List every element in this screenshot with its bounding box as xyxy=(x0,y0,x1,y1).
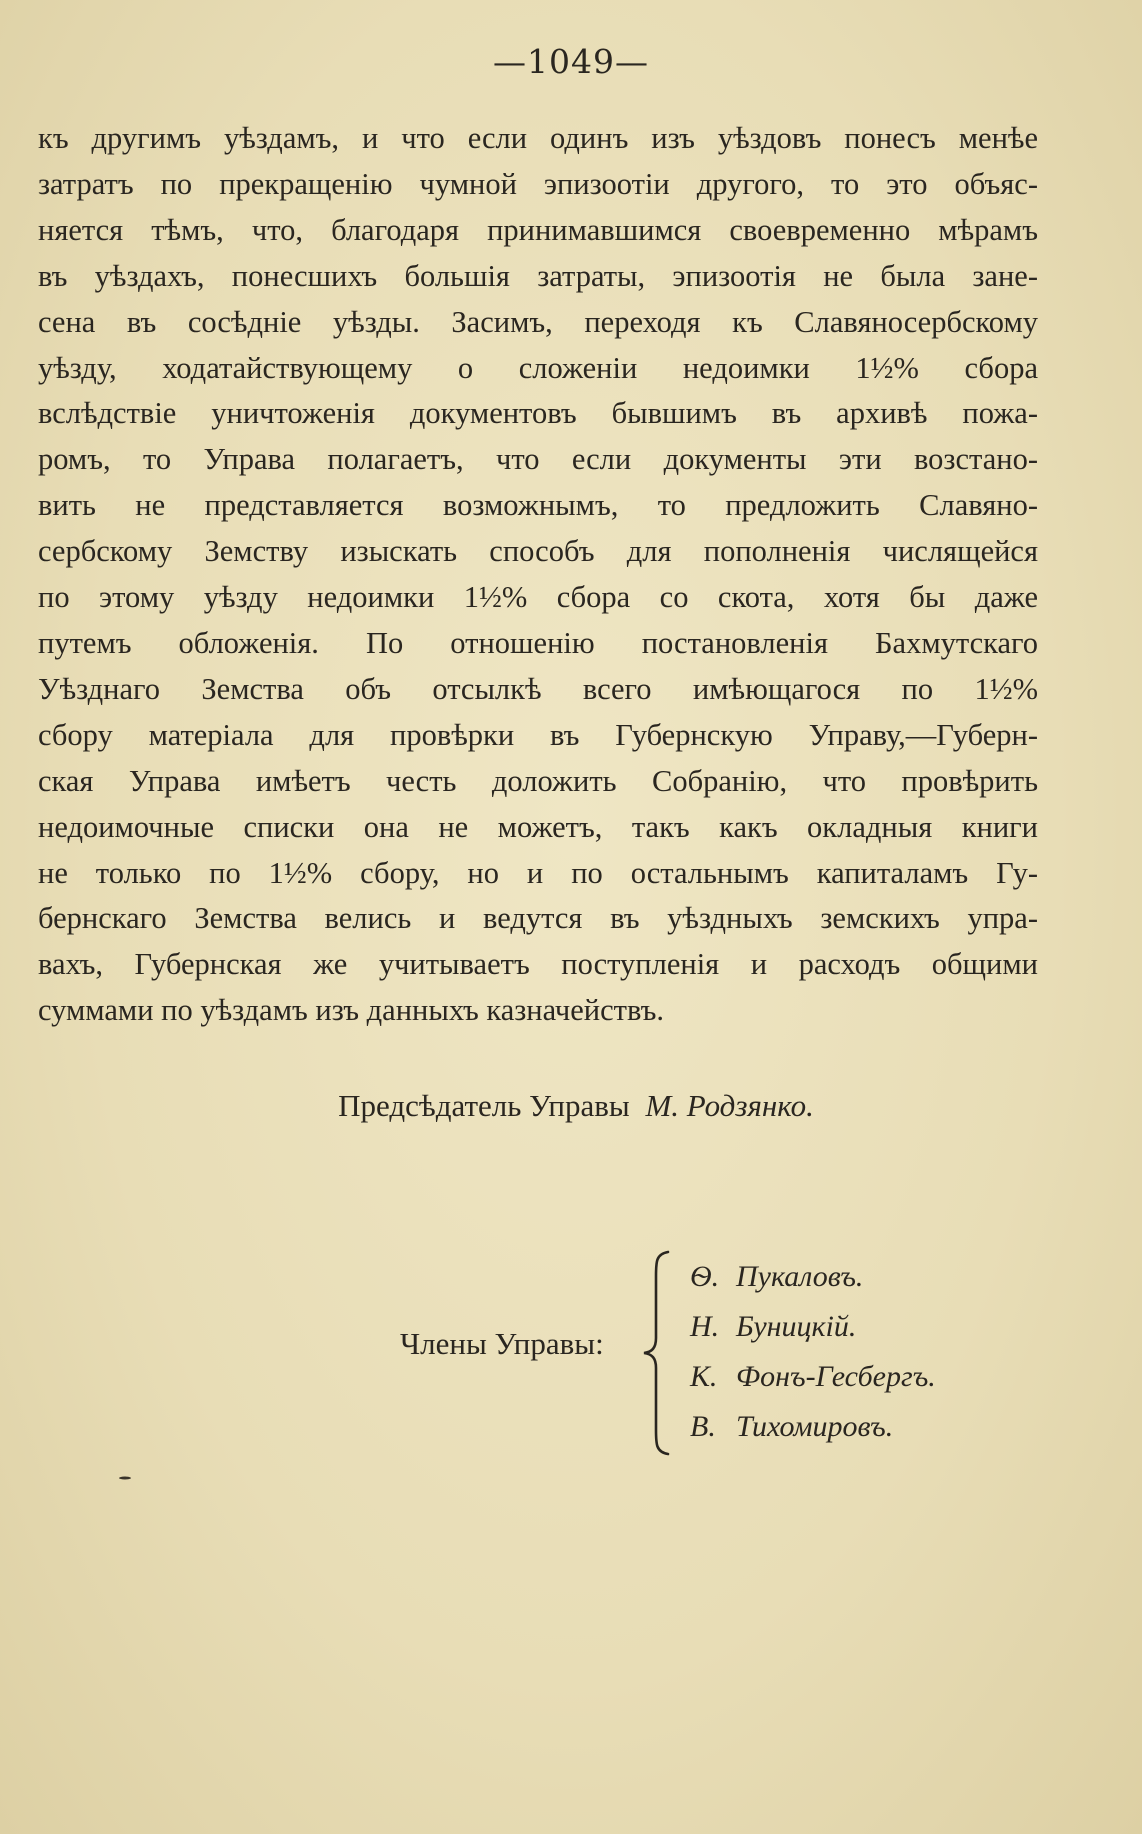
text-line: вслѣдствіе уничтоженія документовъ бывшимъ въ архивѣ пожа- xyxy=(38,396,1038,431)
text-line: няется тѣмъ, что, благодаря принимавшимся своевременно мѣрамъ xyxy=(38,212,1038,247)
text-line: по этому уѣзду недоимки 1½% сбора со скота, хотя бы даже xyxy=(38,580,1038,615)
text-line: вить не представляется возможнымъ, то предложить Славяно- xyxy=(38,488,1038,523)
chairman-signature xyxy=(0,1088,1142,1124)
text-line: не только по 1½% сбору, но и по остальнымъ капиталамъ Гу- xyxy=(38,855,1038,890)
members-label: Члены Управы: xyxy=(400,1326,604,1361)
ink-mark xyxy=(118,1476,132,1480)
text-line: суммами по уѣздамъ изъ данныхъ казначействъ. xyxy=(38,993,665,1028)
text-line: въ уѣздахъ, понесшихъ большія затраты, эпизоотія не была зане- xyxy=(38,258,1038,293)
list-item xyxy=(690,1252,936,1302)
text-line: Уѣзднаго Земства объ отсылкѣ всего имѣющагося по 1½% xyxy=(38,671,1038,706)
chairman-title: Предсѣдатель Управы xyxy=(338,1088,630,1123)
member-initial: К. xyxy=(690,1360,718,1393)
text-line: сбору матеріала для провѣрки въ Губернскую Управу,—Губерн- xyxy=(38,717,1038,752)
list-item xyxy=(690,1402,936,1452)
text-line: недоимочные списки она не можетъ, такъ какъ окладныя книги xyxy=(38,809,1038,844)
text-line: бернскаго Земства велись и ведутся въ уѣздныхъ земскихъ упра- xyxy=(38,901,1038,936)
text-line: сена въ сосѣдніе уѣзды. Засимъ, переходя къ Славяносербскому xyxy=(38,304,1038,339)
list-item xyxy=(690,1302,936,1352)
board-members xyxy=(400,1250,1020,1460)
members-list xyxy=(690,1252,936,1452)
text-line: вахъ, Губернская же учитываетъ поступленія и расходъ общими xyxy=(38,947,1038,982)
chairman-name: М. Родзянко. xyxy=(645,1088,814,1123)
member-initial: В. xyxy=(690,1410,716,1443)
text-line: уѣзду, ходатайствующему о сложеніи недоимки 1½% сбора xyxy=(38,350,1038,385)
list-item xyxy=(690,1352,936,1402)
text-line: затратъ по прекращенію чумной эпизоотіи другого, то это объяс- xyxy=(38,166,1038,201)
curly-brace-icon xyxy=(638,1250,678,1456)
member-initial: Н. xyxy=(690,1310,720,1343)
text-line: ская Управа имѣетъ честь доложить Собранію, что провѣрить xyxy=(38,763,1038,798)
text-line: путемъ обложенія. По отношенію постановленія Бахмутскаго xyxy=(38,625,1038,660)
text-line: сербскому Земству изыскать способъ для пополненія числящейся xyxy=(38,534,1038,569)
text-line: ромъ, то Управа полагаетъ, что если документы эти возстано- xyxy=(38,442,1038,477)
member-surname: Тихомировъ. xyxy=(736,1410,894,1443)
member-surname: Пукаловъ. xyxy=(736,1260,864,1293)
member-surname: Фонъ-Гесбергъ. xyxy=(736,1360,936,1393)
page-number: —1049— xyxy=(493,42,649,81)
text-line: къ другимъ уѣздамъ, и что если одинъ изъ уѣздовъ понесъ менѣе xyxy=(38,121,1038,155)
member-surname: Буницкій. xyxy=(736,1310,857,1343)
member-initial: Ѳ. xyxy=(690,1260,720,1293)
body-text xyxy=(38,116,1038,1034)
